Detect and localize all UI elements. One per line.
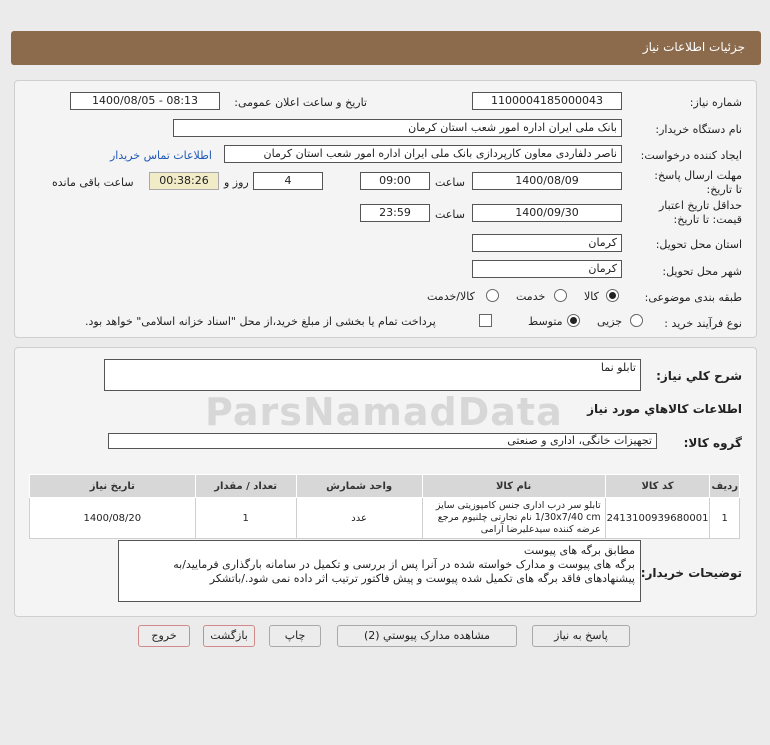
days-field: 4: [253, 172, 323, 190]
cell-unit: عدد: [296, 498, 422, 539]
category-service-radio[interactable]: [554, 289, 567, 302]
validity-label: [642, 199, 742, 227]
remaining-label: ساعت باقی مانده: [52, 176, 134, 189]
category-label: طبقه بندی موضوعی:: [644, 291, 742, 304]
col-code: کد کالا: [605, 475, 710, 498]
buyer-org-field: بانک ملی ایران اداره امور شعب استان کرمان: [173, 119, 622, 137]
deadline-label-text: مهلت ارسال پاسخ: تا تاریخ:: [654, 169, 742, 196]
cell-row: 1: [710, 498, 740, 539]
need-number-field: 1100004185000043: [472, 92, 622, 110]
goods-group-label: گروه کالا:: [683, 436, 742, 450]
col-row: ردیف: [710, 475, 740, 498]
validity-date-field: 1400/09/30: [472, 204, 622, 222]
category-goods-radio[interactable]: [606, 289, 619, 302]
buyer-notes-line: برگه های پیوست و مدارک خواسته شده در آنرا پس از بررسی و تکمیل در سامانه بارگذاری فرمایید/به: [173, 558, 635, 571]
buyer-contact-link[interactable]: اطلاعات تماس خریدار: [110, 149, 212, 162]
treasury-payment-checkbox[interactable]: [479, 314, 492, 327]
goods-table-header: [30, 475, 740, 498]
col-qty: تعداد / مقدار: [195, 475, 296, 498]
buyer-notes-line: مطابق برگه های پیوست: [523, 544, 635, 557]
buyer-notes-label: توضیحات خریدار:: [640, 566, 742, 580]
buyer-org-label: نام دستگاه خریدار:: [655, 123, 742, 136]
cell-code: 2413100939680001: [605, 498, 710, 539]
city-field: کرمان: [472, 260, 622, 278]
validity-label-text: حداقل تاریخ اعتبار قیمت: تا تاریخ:: [658, 199, 742, 226]
goods-table: [29, 474, 740, 539]
cell-name: تابلو سر درب اداری جنس کامپوزیتی سایز 1/30x7/40 cm نام تجارتی چلنیوم مرجع عرضه کننده سیدعلیرضا آرامی: [422, 498, 605, 539]
table-row: [30, 498, 740, 539]
category-goods-service-label: کالا/خدمت: [427, 290, 475, 303]
province-field: کرمان: [472, 234, 622, 252]
exit-button[interactable]: خروج: [138, 625, 190, 647]
remaining-time-field: 00:38:26: [149, 172, 219, 190]
announce-field: 1400/08/05 - 08:13: [70, 92, 220, 110]
process-minor-radio[interactable]: [630, 314, 643, 327]
process-medium-label: متوسط: [528, 315, 563, 328]
goods-section-title: اطلاعات کالاهاي مورد نياز: [587, 402, 742, 416]
deadline-label: [652, 169, 742, 197]
print-button[interactable]: چاپ: [269, 625, 321, 647]
cell-qty: 1: [195, 498, 296, 539]
buyer-notes-line: پیشنهادهای فاقد برگه های تکمیل شده پیوست و پیش فاکتور ترتیب اثر داده نمی شود./باتشکر: [209, 572, 635, 585]
days-label: روز و: [224, 176, 249, 189]
creator-label: ایجاد کننده درخواست:: [640, 149, 742, 162]
category-goods-service-radio[interactable]: [486, 289, 499, 302]
process-minor-label: جزیی: [597, 315, 623, 328]
announce-label: تاریخ و ساعت اعلان عمومی:: [234, 96, 367, 109]
category-service-label: خدمت: [516, 290, 546, 303]
deadline-time-field: 09:00: [360, 172, 430, 190]
col-date: تاریخ نیاز: [30, 475, 196, 498]
reply-button[interactable]: پاسخ به نیاز: [532, 625, 630, 647]
watermark-text: ParsNamadData: [205, 390, 563, 434]
view-attachments-button[interactable]: مشاهده مدارک پیوستي (2): [337, 625, 517, 647]
need-number-label: شماره نیاز:: [689, 96, 742, 109]
buyer-notes-field: [118, 540, 641, 602]
page-title: جزئیات اطلاعات نیاز: [11, 31, 761, 65]
validity-time-label: ساعت: [435, 208, 465, 221]
deadline-date-field: 1400/08/09: [472, 172, 622, 190]
col-name: نام کالا: [422, 475, 605, 498]
description-label: شرح کلي نياز:: [656, 369, 742, 383]
treasury-payment-note: پرداخت تمام یا بخشی از مبلغ خرید،از محل "اسناد خزانه اسلامی" خواهد بود.: [85, 315, 436, 328]
process-medium-radio[interactable]: [567, 314, 580, 327]
back-button[interactable]: بازگشت: [203, 625, 255, 647]
validity-time-field: 23:59: [360, 204, 430, 222]
creator-field: ناصر دلفاردی معاون کارپردازی بانک ملی ایران اداره امور شعب استان کرمان: [224, 145, 622, 163]
cell-date: 1400/08/20: [30, 498, 196, 539]
city-label: شهر محل تحویل:: [662, 265, 742, 278]
province-label: استان محل تحویل:: [655, 238, 742, 251]
process-label: نوع فرآیند خرید :: [664, 317, 742, 330]
deadline-time-label: ساعت: [435, 176, 465, 189]
category-goods-label: کالا: [584, 290, 599, 303]
goods-group-field: تجهیزات خانگی، اداری و صنعتی: [108, 433, 657, 449]
description-field: تابلو نما: [104, 359, 641, 391]
col-unit: واحد شمارش: [296, 475, 422, 498]
